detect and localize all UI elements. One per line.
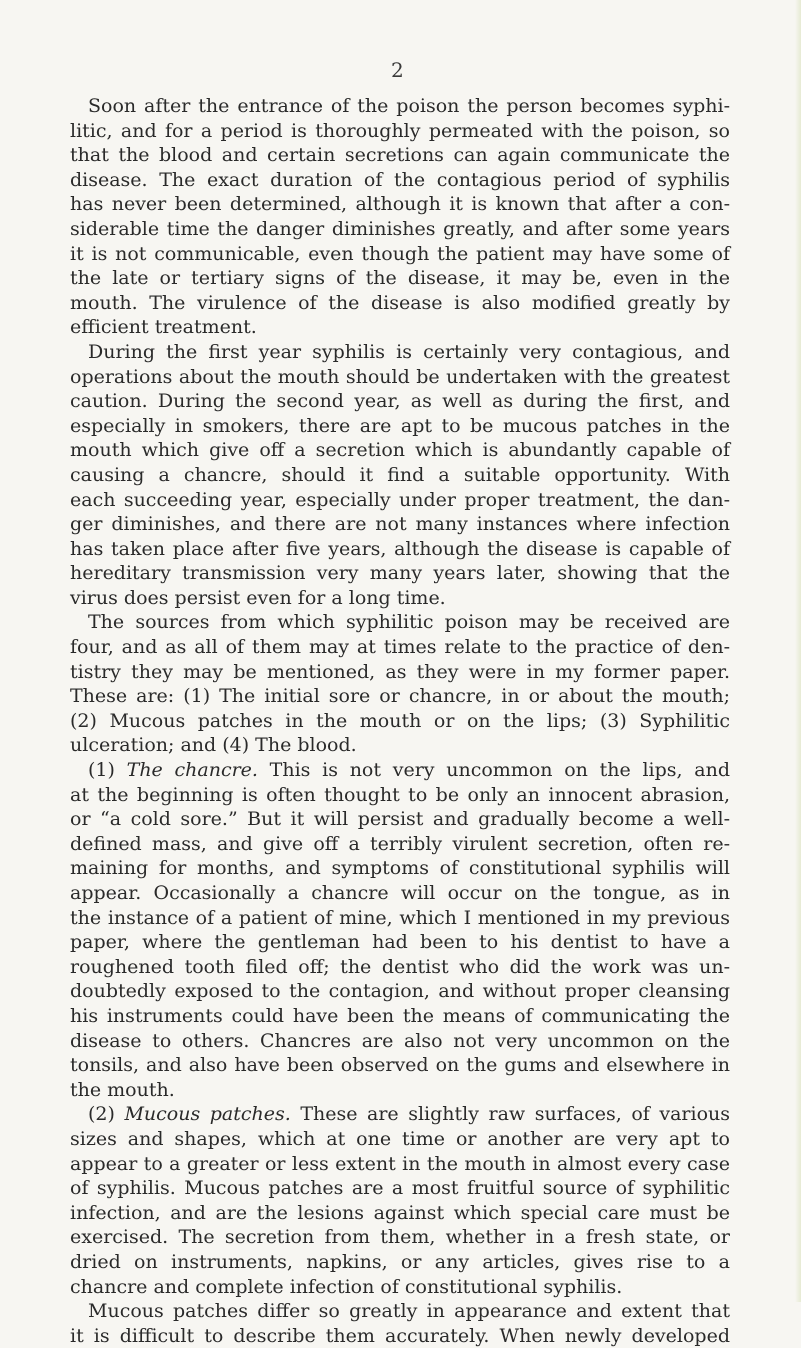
text-line: sizes and shapes, which at one time or another are very apt to	[70, 1127, 730, 1150]
text-line: dried on instruments, napkins, or any articles, gives rise to a	[70, 1250, 730, 1273]
text-line: appear. Occasionally a chancre will occur on the tongue, as in	[70, 882, 730, 904]
text-line: chancre and complete infection of constitutional syphilis.	[70, 1275, 623, 1298]
text-line: disease. The exact duration of the contagious period of syphilis	[70, 168, 730, 191]
text-line: appear to a greater or less extent in the mouth in almost every case	[70, 1152, 730, 1175]
page-edge-shadow	[795, 0, 801, 1302]
text-line: his instruments could have been the means of communicating the	[70, 1004, 730, 1027]
text-line: Soon after the entrance of the poison the person becomes syphi-	[88, 95, 730, 117]
text-line: ulceration; and (4) The blood.	[70, 734, 357, 757]
text-line: has never been determined, although it is known that after a con-	[70, 193, 730, 216]
text-line: exercised. The secretion from them, whether in a fresh state, or	[70, 1226, 730, 1249]
text-line: (1) The chancre. This is not very uncommon on the lips, and	[88, 759, 730, 782]
text-line: at the beginning is often thought to be only an innocent abrasion,	[70, 783, 730, 806]
text-line: litic, and for a period is thoroughly permeated with the poison, so	[70, 119, 730, 142]
italic-heading: Mucous patches.	[124, 1103, 291, 1126]
body-text	[70, 94, 730, 1348]
text-line: tistry they may be mentioned, as they were in my former paper.	[70, 660, 730, 683]
text-line: the mouth.	[70, 1078, 175, 1101]
text-line: Mucous patches differ so greatly in appearance and extent that	[88, 1300, 730, 1323]
text-line: disease to others. Chancres are also not very uncommon on the	[70, 1029, 730, 1052]
text-line: maining for months, and symptoms of constitutional syphilis will	[70, 857, 730, 880]
text-line: the instance of a patient of mine, which I mentioned in my previous	[70, 906, 730, 929]
text-line: four, and as all of them may at times relate to the practice of den-	[70, 636, 730, 659]
text-line: defined mass, and give off a terribly virulent secretion, often re-	[70, 832, 730, 855]
text-line: hereditary transmission very many years later, showing that the	[70, 562, 730, 585]
text-line: roughened tooth filed off; the dentist who did the work was un-	[70, 955, 730, 978]
text-line: especially in smokers, there are apt to be mucous patches in the	[70, 414, 730, 437]
text-line: These are: (1) The initial sore or chancre, in or about the mouth;	[70, 685, 730, 708]
text-line: operations about the mouth should be undertaken with the greatest	[70, 365, 730, 388]
text-line: (2) Mucous patches in the mouth or on the lips; (3) Syphilitic	[70, 709, 730, 732]
text-line: of syphilis. Mucous patches are a most fruitful source of syphilitic	[70, 1177, 730, 1200]
text-line: siderable time the danger diminishes greatly, and after some years	[70, 217, 730, 240]
text-line: that the blood and certain secretions can again communicate the	[70, 144, 730, 167]
text-line: paper, where the gentleman had been to his dentist to have a	[70, 931, 730, 954]
page-number: 2	[391, 58, 404, 82]
text-line: efficient treatment.	[70, 316, 257, 339]
text-line: mouth. The virulence of the disease is also modified greatly by	[70, 291, 730, 314]
text-line: ger diminishes, and there are not many instances where infection	[70, 513, 730, 536]
text-line: or “a cold sore.” But it will persist and gradually become a well-	[70, 808, 730, 831]
text-line: doubtedly exposed to the contagion, and without proper cleansing	[70, 980, 730, 1003]
text-line: tonsils, and also have been observed on the gums and elsewhere in	[70, 1054, 730, 1077]
text-line: it is difficult to describe them accurately. When newly developed	[70, 1324, 730, 1347]
italic-heading: The chancre.	[126, 759, 258, 782]
text-line: The sources from which syphilitic poison may be received are	[88, 611, 730, 634]
text-line: caution. During the second year, as well as during the first, and	[70, 390, 730, 413]
text-line: mouth which give off a secretion which is abundantly capable of	[70, 439, 730, 462]
text-line: infection, and are the lesions against which special care must be	[70, 1201, 730, 1224]
text-line: has taken place after five years, although the disease is capable of	[70, 537, 730, 560]
text-line: virus does persist even for a long time.	[70, 586, 446, 609]
text-line: (2) Mucous patches. These are slightly raw surfaces, of various	[88, 1103, 730, 1126]
text-line: causing a chancre, should it find a suitable opportunity. With	[70, 463, 730, 486]
text-line: the late or tertiary signs of the disease, it may be, even in the	[70, 267, 730, 290]
text-line: During the first year syphilis is certainly very contagious, and	[88, 340, 730, 363]
text-line: each succeeding year, especially under proper treatment, the dan-	[70, 488, 730, 511]
text-line: it is not communicable, even though the patient may have some of	[70, 242, 730, 265]
